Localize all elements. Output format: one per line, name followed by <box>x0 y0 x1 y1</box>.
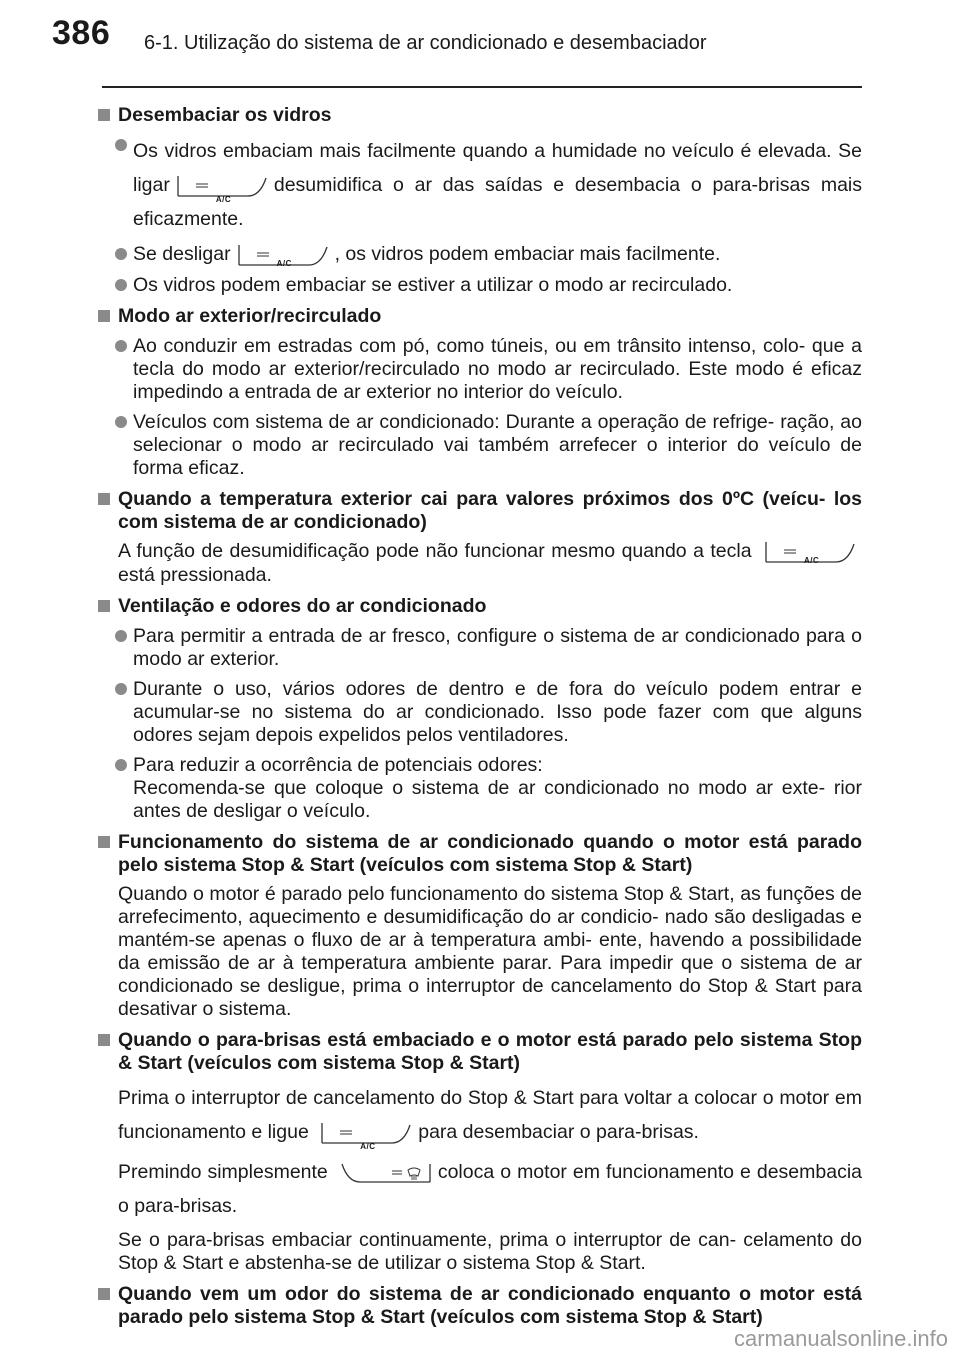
ac-button-icon: A/C <box>320 1121 412 1145</box>
list-item: Para permitir a entrada de ar fresco, configure o sistema de ar condicionado para o modo ar exterior. <box>96 625 862 671</box>
section-heading: Quando vem um odor do sistema de ar condicionado enquanto o motor está parado pelo sistema Stop & Start (veículos com sistema Stop & Start) <box>96 1283 862 1329</box>
round-bullet-icon <box>115 340 127 352</box>
section-defog <box>96 104 862 297</box>
page-content <box>96 96 862 1329</box>
section-stop-start-fog: Quando o para-brisas está embaciado e o motor está parado pelo sistema Stop & Start (veículos com sistema Stop & Start) Prima o interruptor de cancelamento do Stop & Start para voltar a colocar o motor em funcionamento e ligue A/C para desembaciar o para-brisas. Premindo simplesmente coloca o motor em funcionamento e desembacia o para-brisas. Se o para-brisas embaciar continuamente, prima o interruptor de can- celamento do Stop & Start e abstenha-se de utilizar o sistema Stop & Start. <box>96 1029 862 1275</box>
section-stop-start-odor <box>96 1283 862 1329</box>
square-bullet-icon <box>98 1034 110 1046</box>
ac-button-icon: A/C <box>176 174 268 198</box>
round-bullet-icon <box>115 416 127 428</box>
section-heading: Funcionamento do sistema de ar condicionado quando o motor está parado pelo sistema Stop & Start (veículos com sistema Stop & Start) <box>96 831 862 877</box>
windshield-defogger-button-icon <box>340 1160 432 1186</box>
section-heading: Desembaciar os vidros <box>96 104 862 127</box>
list-item: Para reduzir a ocorrência de potenciais odores: Recomenda-se que coloque o sistema de ar condicionado no modo ar exte- rior antes de desligar o veículo. <box>96 754 862 823</box>
square-bullet-icon <box>98 600 110 612</box>
list-item: Se desligar A/C , os vidros podem embaciar mais facilmente. <box>96 243 862 267</box>
section-stop-start-ac: Funcionamento do sistema de ar condicionado quando o motor está parado pelo sistema Stop & Start (veículos com sistema Stop & Start) Quando o motor é parado pelo funcionamento do sistema Stop & Start, as funções de arrefecimento, aquecimento e desumidificação do ar condicio- nado são desligadas e mantém-se apenas o fluxo de ar à temperatura ambi- ente, havendo a possibilidade da emissão de ar à temperatura ambiente parar. Para impedir que o sistema de ar condicionado se desligue, prima o interruptor de cancelamento do Stop & Start para desativar o sistema. <box>96 831 862 1021</box>
chapter-title: 6-1. Utilização do sistema de ar condicionado e desembaciador <box>144 32 707 54</box>
ac-button-icon: A/C <box>764 540 856 564</box>
square-bullet-icon <box>98 836 110 848</box>
square-bullet-icon <box>98 109 110 121</box>
square-bullet-icon <box>98 1288 110 1300</box>
section-air-mode <box>96 305 862 480</box>
watermark: carmanualsonline.info <box>733 1326 948 1351</box>
ac-button-icon: A/C <box>237 243 329 267</box>
header-rule <box>102 86 862 88</box>
round-bullet-icon <box>115 630 127 642</box>
round-bullet-icon <box>115 683 127 695</box>
section-heading: Ventilação e odores do ar condicionado <box>96 595 862 618</box>
square-bullet-icon <box>98 493 110 505</box>
section-heading: Quando a temperatura exterior cai para valores próximos dos 0ºC (veícu- los com sistema de ar condicionado) <box>96 488 862 534</box>
list-item: Os vidros embaciam mais facilmente quando a humidade no veículo é elevada. Se ligar A/C desumidifica o ar das saídas e desembacia o para-brisas mais eficazmente. <box>96 134 862 236</box>
list-item: Ao conduzir em estradas com pó, como túneis, ou em trânsito intenso, colo- que a tecla do modo ar exterior/recirculado no modo ar recirculado. Este modo é eficaz impedindo a entrada de ar exterior no interior do veículo. <box>96 335 862 404</box>
round-bullet-icon <box>115 279 127 291</box>
section-heading: Quando o para-brisas está embaciado e o motor está parado pelo sistema Stop & Start (veículos com sistema Stop & Start) <box>96 1029 862 1075</box>
section-low-temperature: Quando a temperatura exterior cai para valores próximos dos 0ºC (veícu- los com sistema de ar condicionado) A função de desumidificação pode não funcionar mesmo quando a tecla A/C está pressionada. <box>96 488 862 587</box>
list-item: Os vidros podem embaciar se estiver a utilizar o modo ar recirculado. <box>96 274 862 297</box>
square-bullet-icon <box>98 310 110 322</box>
list-item: Durante o uso, vários odores de dentro e de fora do veículo podem entrar e acumular-se no sistema do ar condicionado. Isso pode fazer com que alguns odores sejam depois expelidos pelos ventiladores. <box>96 678 862 747</box>
section-ventilation-odors <box>96 595 862 823</box>
round-bullet-icon <box>115 248 127 260</box>
page-number: 386 <box>52 14 111 52</box>
section-heading: Modo ar exterior/recirculado <box>96 305 862 328</box>
round-bullet-icon <box>115 139 127 151</box>
round-bullet-icon <box>115 759 127 771</box>
list-item: Veículos com sistema de ar condicionado: Durante a operação de refrige- ração, ao selecionar o modo ar recirculado vai também arrefecer o interior do veículo de forma eficaz. <box>96 411 862 480</box>
